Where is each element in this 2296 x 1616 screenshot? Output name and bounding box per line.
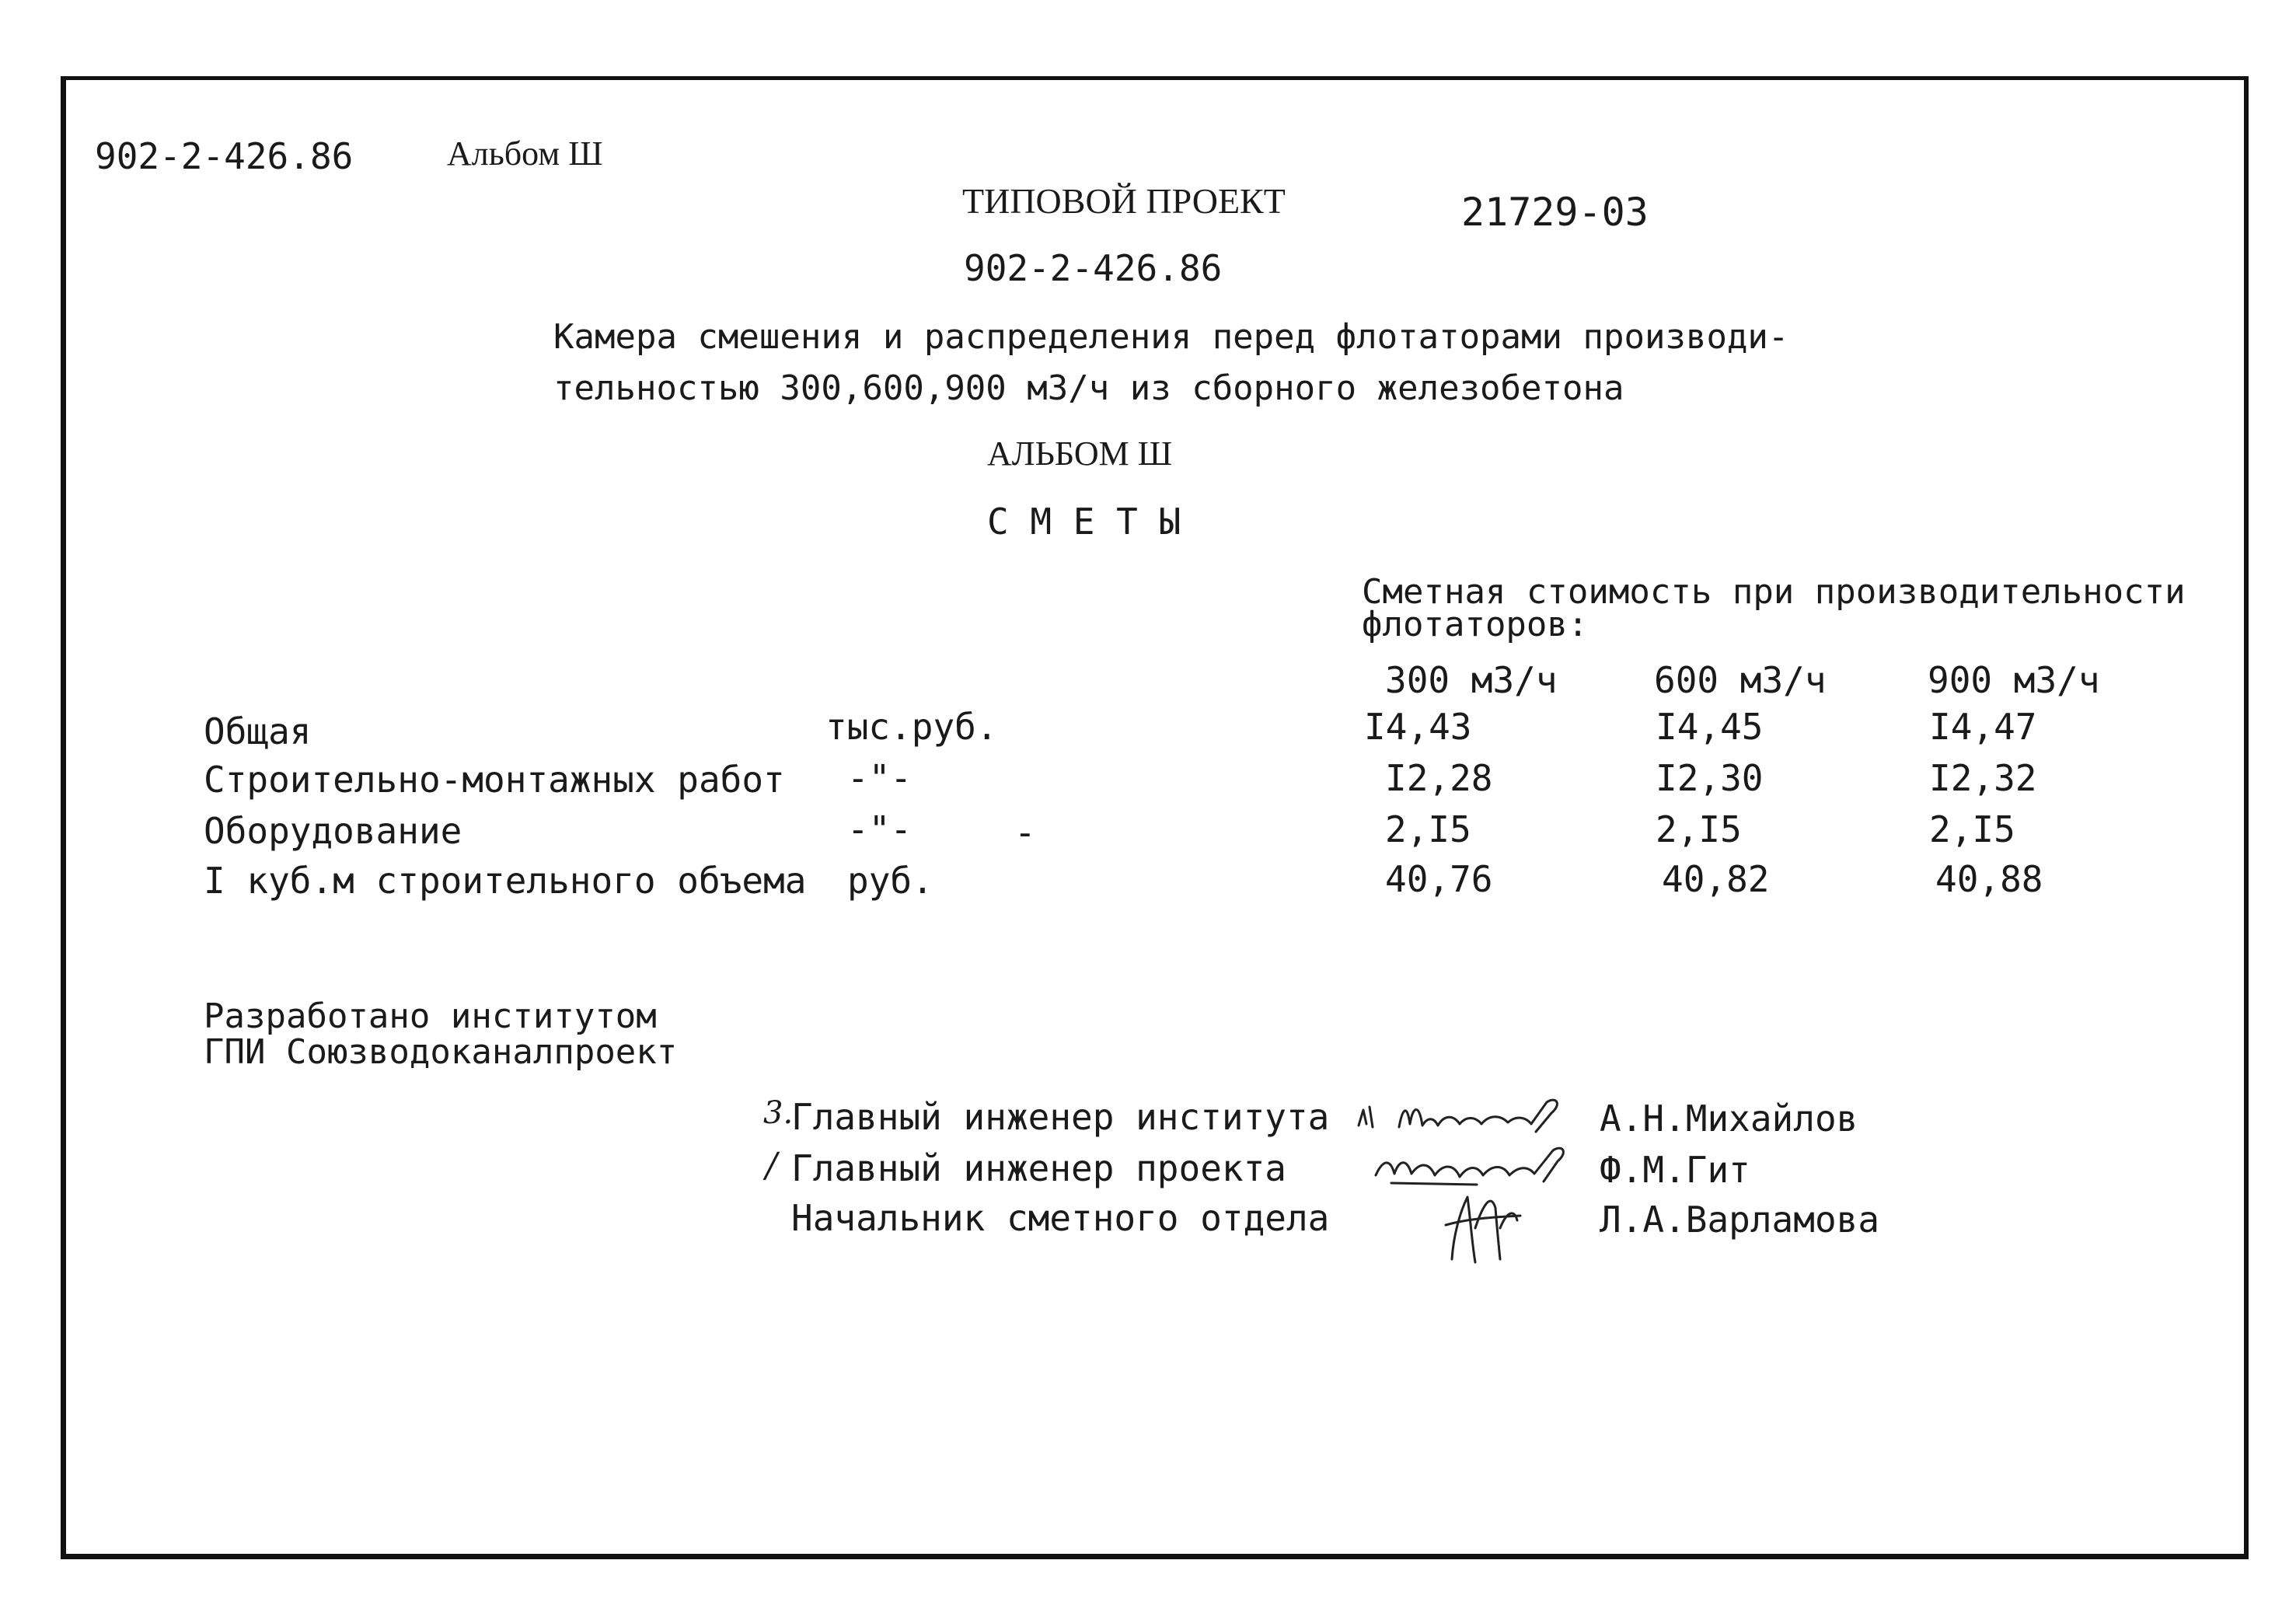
- signatory-name: Ф.М.Гит: [1600, 1149, 1750, 1191]
- cell-value: I2,28: [1385, 757, 1493, 799]
- column-header-600: 600 м3/ч: [1654, 659, 1827, 701]
- developer-line-2: ГПИ Союзводоканалпроект: [204, 1032, 678, 1072]
- signature-varlamova: [1436, 1181, 1530, 1267]
- row-label: Строительно-монтажных работ: [204, 759, 785, 801]
- signatory-name: Л.А.Варламова: [1600, 1199, 1880, 1241]
- section-title: С М Е Т Ы: [987, 501, 1181, 543]
- inventory-number: 21729-03: [1461, 190, 1649, 235]
- cell-value: 40,88: [1935, 858, 2043, 900]
- cell-value: 2,I5: [1929, 808, 2015, 850]
- cell-value: I4,47: [1929, 706, 2037, 748]
- signatory-position: Главный инженер проекта: [791, 1147, 1286, 1189]
- signatory-position: Главный инженер института: [791, 1096, 1330, 1138]
- developer-line-1: Разработано институтом: [204, 996, 657, 1036]
- cost-caption-line-2: флотаторов:: [1362, 605, 1589, 644]
- cell-value: 2,I5: [1385, 808, 1471, 850]
- signature-mikhailov: [1352, 1087, 1586, 1141]
- ditto-dash: -: [1014, 811, 1036, 853]
- cost-caption-line-1: Сметная стоимость при производительности: [1362, 572, 2186, 612]
- cell-value: I2,32: [1929, 757, 2037, 799]
- row-unit: руб.: [847, 860, 933, 902]
- signatory-position: Начальник сметного отдела: [791, 1197, 1330, 1239]
- row-label: Общая: [204, 710, 312, 752]
- cell-value: 40,82: [1662, 858, 1770, 900]
- cell-value: I4,45: [1656, 706, 1764, 748]
- description-line-2: тельностью 300,600,900 м3/ч из сборного железобетона: [553, 368, 1624, 408]
- row-unit: -"-: [847, 808, 912, 850]
- album-title: АЛЬБОМ Ш: [987, 435, 1173, 473]
- row-label: I куб.м строительного объема: [204, 860, 807, 902]
- column-header-900: 900 м3/ч: [1928, 659, 2100, 701]
- album-label-short: Альбом Ш: [447, 134, 603, 173]
- cell-value: I4,43: [1364, 706, 1472, 748]
- cell-value: I2,30: [1656, 757, 1764, 799]
- column-header-300: 300 м3/ч: [1385, 659, 1558, 701]
- row-unit: тыс.руб.: [825, 706, 998, 748]
- signatory-prefix: /: [766, 1146, 777, 1185]
- description-line-1: Камера смешения и распределения перед флотаторами производи-: [553, 317, 1789, 357]
- cell-value: 40,76: [1385, 858, 1493, 900]
- signatory-prefix: 3.: [763, 1095, 794, 1131]
- row-unit: -"-: [847, 757, 912, 799]
- project-code: 902-2-426.86: [964, 247, 1223, 289]
- doc-code: 902-2-426.86: [95, 135, 354, 177]
- signatory-name: А.Н.Михайлов: [1600, 1098, 1858, 1140]
- cell-value: 2,I5: [1656, 808, 1742, 850]
- row-label: Оборудование: [204, 810, 462, 852]
- doc-title: ТИПОВОЙ ПРОЕКТ: [962, 181, 1286, 221]
